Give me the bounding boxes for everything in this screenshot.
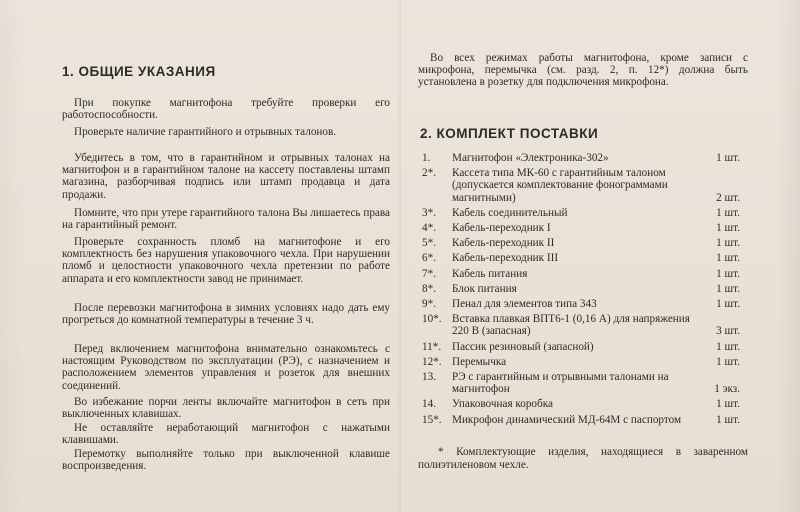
item-description: Кабель-переходник II: [452, 237, 555, 250]
item-quantity: 1 шт.: [716, 340, 740, 353]
item-quantity: 1 шт.: [716, 355, 740, 368]
item-description: Микрофон динамический МД-64М с паспортом: [452, 413, 682, 426]
list-item: [418, 268, 748, 280]
item-quantity: 1 шт.: [716, 252, 740, 265]
item-number: 7*.: [422, 267, 436, 280]
item-description: РЭ с гарантийным и отрывными талонами на магнитофон: [452, 371, 669, 396]
item-number: 2*.: [422, 167, 436, 180]
item-description: Пенал для элементов типа 343: [452, 298, 597, 311]
list-item: [418, 237, 748, 249]
item-number: 8*.: [422, 282, 436, 295]
item-number: 11*.: [422, 340, 442, 353]
item-number: 13.: [422, 371, 436, 384]
item-description: Магнитофон «Электроника-302»: [452, 152, 609, 164]
item-description: Кабель-переходник I: [452, 222, 551, 235]
item-number: 10*.: [422, 313, 442, 326]
list-item: [418, 371, 748, 395]
list-item: [418, 152, 748, 164]
item-description: Кабель-переходник III: [452, 252, 559, 265]
item-number: 12*.: [422, 355, 442, 368]
list-item: [418, 207, 748, 219]
section-2-heading: 2. КОМПЛЕКТ ПОСТАВКИ: [420, 126, 599, 141]
item-description: Кабель соединительный: [452, 206, 568, 219]
item-quantity: 1 шт.: [716, 298, 740, 311]
paragraph-winter-transport: После перевозки магнитофона в зимних условиях надо дать ему прогреться до комнатной температуры в течение 3 ч.: [62, 302, 390, 327]
paragraph-seals: Проверьте сохранность пломб на магнитофоне и его комплектность без нарушения упаковочного чехла. При нарушении пломб и целостности упаковочного чехла претензии по работе аппарата и его комплектности завод не принимает.: [62, 236, 390, 285]
list-item: [418, 356, 748, 368]
list-item: [418, 313, 748, 337]
item-number: 3*.: [422, 206, 436, 219]
item-description: Кассета типа МК-60 с гарантийным талоном (допускается комплектование фонограммами магнитными): [452, 167, 668, 204]
paragraph-check-operation: При покупке магнитофона требуйте проверки его работоспособности.: [62, 97, 390, 122]
paragraph-jumper-note: Во всех режимах работы магнитофона, кроме записи с микрофона, перемычка (см. разд. 2, п. 12*) должна быть установлена в розетку для подключения микрофона.: [418, 52, 748, 89]
item-number: 14.: [422, 398, 436, 411]
item-number: 6*.: [422, 252, 436, 265]
paragraph-rewind: Перемотку выполняйте только при выключенной клавише воспроизведения.: [62, 448, 390, 473]
footnote: * Комплектующие изделия, находящиеся в заваренном полиэтиленовом чехле.: [418, 446, 748, 471]
paragraph-check-coupons: Проверьте наличие гарантийного и отрывных талонов.: [74, 126, 337, 138]
item-quantity: 1 шт.: [716, 222, 740, 235]
item-quantity: 1 шт.: [716, 267, 740, 280]
paragraph-read-manual: Перед включением магнитофона внимательно ознакомьтесь с настоящим Руководством по эксплуатации (РЭ), с назначением и расположением элементов управления и розеток для внешних соединений.: [62, 343, 390, 392]
item-quantity: 1 шт.: [716, 152, 740, 164]
paragraph-tape-damage: Во избежание порчи ленты включайте магнитофон в сеть при выключенных клавишах.: [62, 396, 390, 421]
item-quantity: 3 шт.: [716, 325, 740, 338]
item-quantity: 1 шт.: [716, 237, 740, 250]
list-item: [418, 252, 748, 264]
item-description: Блок питания: [452, 282, 517, 295]
paragraph-warranty-loss: Помните, что при утере гарантийного талона Вы лишаетесь права на гарантийный ремонт.: [62, 207, 390, 232]
paragraph-keys-pressed: Не оставляйте неработающий магнитофон с нажатыми клавишами.: [62, 422, 390, 447]
item-number: 5*.: [422, 237, 436, 250]
item-description: Пассик резиновый (запасной): [452, 340, 594, 353]
item-description: Упаковочная коробка: [452, 398, 553, 411]
item-quantity: 1 шт.: [716, 282, 740, 295]
list-item: [418, 298, 748, 310]
item-quantity: 1 шт.: [716, 206, 740, 219]
item-description: Перемычка: [452, 355, 507, 368]
delivery-kit-list: [418, 152, 748, 429]
item-number: 1.: [422, 152, 431, 164]
list-item: [418, 283, 748, 295]
item-quantity: 1 шт.: [716, 413, 740, 426]
item-quantity: 2 шт.: [716, 191, 740, 204]
item-number: 9*.: [422, 298, 436, 311]
list-item: [418, 341, 748, 353]
page-fold: [398, 0, 401, 512]
paragraph-stamps: Убедитесь в том, что в гарантийном и отрывных талонах на магнитофон и в гарантийном талоне на кассету поставлены штамп магазина, разборчивая подпись или штамп продавца и дата продажи.: [62, 152, 390, 201]
list-item: [418, 414, 748, 426]
item-quantity: 1 экз.: [714, 383, 740, 396]
section-1-heading: 1. ОБЩИЕ УКАЗАНИЯ: [62, 64, 216, 79]
item-description: Кабель питания: [452, 267, 528, 280]
item-description: Вставка плавкая ВПТ6-1 (0,16 А) для напряжения 220 В (запасная): [452, 313, 690, 338]
list-item: [418, 222, 748, 234]
item-number: 15*.: [422, 413, 442, 426]
list-item: [418, 167, 748, 204]
list-item: [418, 398, 748, 410]
item-quantity: 1 шт.: [716, 398, 740, 411]
item-number: 4*.: [422, 222, 436, 235]
